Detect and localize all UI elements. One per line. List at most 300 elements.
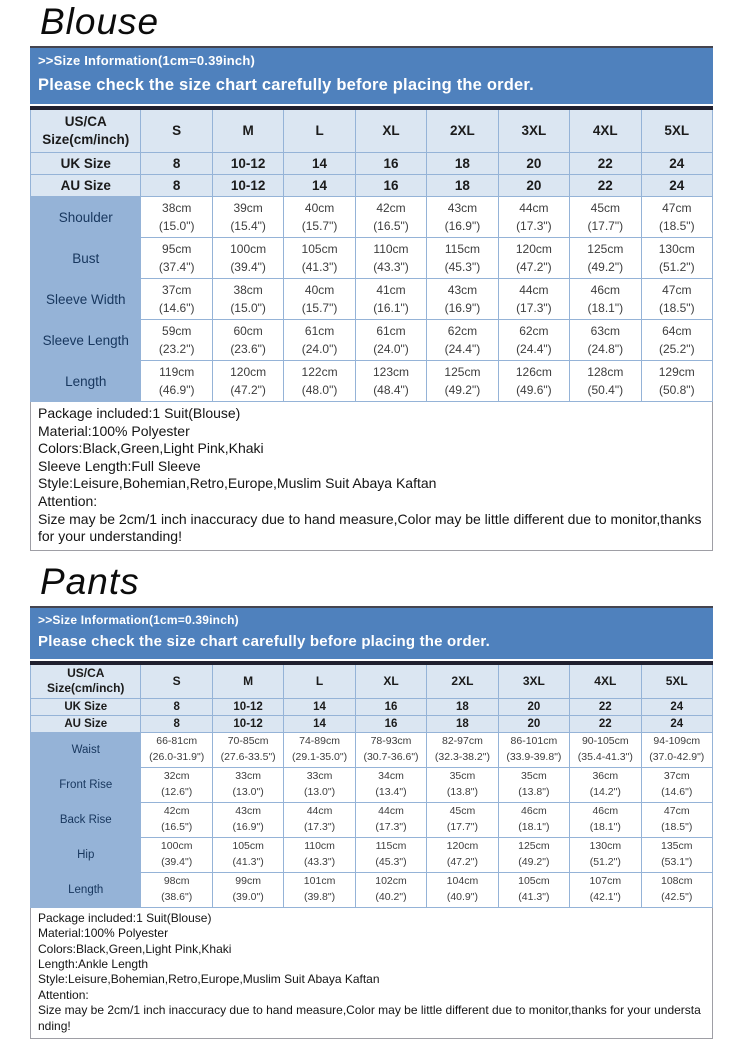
measure-value-cell <box>212 872 283 907</box>
size-value-cell: 22 <box>570 153 641 175</box>
measure-value-cell <box>498 361 569 402</box>
size-value-cell: 10-12 <box>212 698 283 715</box>
size-value-cell: 18 <box>427 153 498 175</box>
size-value-cell: 20 <box>498 715 569 732</box>
measure-value-cell <box>498 732 569 767</box>
measure-value-cell <box>641 361 712 402</box>
measure-inch-value: (49.6") <box>516 383 552 397</box>
measure-cm-value: 64cm <box>662 324 692 338</box>
size-conversion-row <box>31 715 713 732</box>
measure-cm-value: 105cm <box>301 242 338 256</box>
measure-value-cell <box>284 238 355 279</box>
measure-value-cell <box>427 197 498 238</box>
size-value-cell: 16 <box>355 175 426 197</box>
measure-inch-value: (16.9") <box>444 301 481 315</box>
blouse-details <box>30 402 713 551</box>
measure-inch-value: (24.4") <box>444 342 481 356</box>
measure-inch-value: (38.6") <box>161 890 193 903</box>
measure-inch-value: (35.4-41.3") <box>577 750 633 763</box>
measure-cm-value: 125cm <box>587 242 624 256</box>
measure-inch-value: (42.1") <box>589 890 621 903</box>
measure-value-cell <box>427 872 498 907</box>
measure-inch-value: (17.3") <box>303 820 336 833</box>
measure-value-cell <box>355 238 426 279</box>
measure-inch-value: (46.9") <box>158 383 195 397</box>
measure-value-cell <box>570 872 641 907</box>
measure-value-cell <box>141 767 212 802</box>
size-row-label: UK Size <box>31 698 141 715</box>
measure-inch-value: (23.2") <box>158 342 195 356</box>
measure-row <box>31 872 713 907</box>
measure-value-cell <box>284 197 355 238</box>
measure-value-cell <box>355 320 426 361</box>
measure-cm-value: 46cm <box>590 283 620 297</box>
measure-row <box>31 837 713 872</box>
measure-value-cell <box>141 279 212 320</box>
blouse-title: Blouse <box>40 1 160 42</box>
measure-inch-value: (13.8") <box>518 785 550 798</box>
measure-value-cell <box>570 767 641 802</box>
measure-cm-value: 33cm <box>306 770 333 782</box>
size-row-label: UK Size <box>31 153 141 175</box>
size-header-cell: XL <box>355 108 426 153</box>
detail-line: Colors:Black,Green,Light Pink,Khaki <box>38 941 232 956</box>
size-value-cell: 16 <box>355 698 426 715</box>
measure-value-cell <box>284 802 355 837</box>
measure-value-cell <box>141 361 212 402</box>
measure-cm-value: 130cm <box>589 840 622 852</box>
measure-inch-value: (49.2") <box>444 383 481 397</box>
measure-inch-value: (15.7") <box>301 301 338 315</box>
measure-cm-value: 119cm <box>159 365 195 379</box>
measure-cm-value: 107cm <box>589 875 622 887</box>
measure-value-cell <box>212 802 283 837</box>
measure-cm-value: 100cm <box>230 242 267 256</box>
measure-value-cell <box>498 320 569 361</box>
measure-value-cell <box>355 872 426 907</box>
measure-inch-value: (37.4") <box>158 260 195 274</box>
measure-value-cell <box>141 872 212 907</box>
measure-cm-value: 61cm <box>304 324 335 338</box>
measure-cm-value: 43cm <box>235 805 261 817</box>
measure-inch-value: (39.4") <box>161 855 193 868</box>
size-value-cell: 18 <box>427 698 498 715</box>
pants-size-info-banner <box>30 606 713 659</box>
measure-inch-value: (18.5") <box>661 820 693 833</box>
measure-value-cell <box>427 238 498 279</box>
measure-cm-value: 62cm <box>447 324 478 338</box>
measure-value-cell <box>498 837 569 872</box>
measure-value-cell <box>284 320 355 361</box>
measure-cm-value: 115cm <box>375 840 407 852</box>
measure-label: Length <box>31 361 141 402</box>
size-value-cell: 24 <box>641 715 712 732</box>
measure-value-cell <box>570 802 641 837</box>
measure-value-cell <box>141 732 212 767</box>
measure-cm-value: 42cm <box>163 805 190 817</box>
size-conversion-row <box>31 175 713 197</box>
measure-inch-value: (53.1") <box>661 855 693 868</box>
pants-title: Pants <box>40 560 140 602</box>
measure-value-cell <box>284 837 355 872</box>
measure-cm-value: 59cm <box>162 324 192 338</box>
measure-row <box>31 361 713 402</box>
measure-inch-value: (49.2") <box>518 855 550 868</box>
measure-cm-value: 32cm <box>163 770 190 782</box>
measure-cm-value: 35cm <box>449 770 476 782</box>
measure-cm-value: 46cm <box>592 805 619 817</box>
measure-cm-value: 129cm <box>658 365 695 379</box>
size-value-cell: 16 <box>355 715 426 732</box>
measure-label: Waist <box>31 732 141 767</box>
measure-value-cell <box>570 732 641 767</box>
measure-cm-value: 37cm <box>663 770 690 782</box>
measure-value-cell <box>141 802 212 837</box>
measure-inch-value: (42.5") <box>661 890 693 903</box>
measure-cm-value: 108cm <box>661 875 693 887</box>
measure-inch-value: (24.4") <box>516 342 552 356</box>
measure-cm-value: 78-93cm <box>370 735 412 747</box>
measure-cm-value: 98cm <box>163 875 190 887</box>
measure-label: Bust <box>31 238 141 279</box>
blouse-section <box>30 0 713 551</box>
measure-inch-value: (18.1") <box>589 820 621 833</box>
measure-value-cell <box>641 279 712 320</box>
pants-size-chart-warning: Please check the size chart carefully before placing the order. <box>38 632 490 650</box>
measure-value-cell <box>212 767 283 802</box>
measure-cm-value: 39cm <box>233 201 263 215</box>
size-value-cell: 22 <box>570 715 641 732</box>
pants-section <box>30 560 713 1039</box>
measure-cm-value: 46cm <box>521 805 547 817</box>
measure-inch-value: (26.0-31.9") <box>149 750 205 763</box>
measure-cm-value: 120cm <box>515 242 552 256</box>
measure-cm-value: 128cm <box>587 365 624 379</box>
size-value-cell: 8 <box>141 698 212 715</box>
measure-row <box>31 279 713 320</box>
size-value-cell: 10-12 <box>212 175 283 197</box>
measure-inch-value: (13.4") <box>375 785 407 798</box>
measure-value-cell <box>355 802 426 837</box>
measure-value-cell <box>427 732 498 767</box>
measure-cm-value: 110cm <box>373 242 409 256</box>
blouse-size-info-heading: >>Size Information(1cm=0.39inch) <box>38 53 255 68</box>
measure-value-cell <box>355 361 426 402</box>
measure-value-cell <box>641 872 712 907</box>
measure-cm-value: 45cm <box>449 805 476 817</box>
measure-inch-value: (15.4") <box>230 219 266 233</box>
measure-cm-value: 37cm <box>162 283 192 297</box>
measure-cm-value: 44cm <box>378 805 404 817</box>
detail-line: Style:Leisure,Bohemian,Retro,Europe,Muslim Suit Abaya Kaftan <box>38 972 380 987</box>
measure-inch-value: (17.7") <box>587 219 624 233</box>
measure-cm-value: 125cm <box>518 840 550 852</box>
measure-inch-value: (18.5") <box>658 301 695 315</box>
size-header-cell: M <box>212 108 283 153</box>
measure-cm-value: 36cm <box>592 770 619 782</box>
measure-cm-value: 102cm <box>375 875 407 887</box>
pants-details <box>30 908 713 1039</box>
measure-inch-value: (45.3") <box>375 855 407 868</box>
size-value-cell: 18 <box>427 715 498 732</box>
size-value-cell: 14 <box>284 698 355 715</box>
detail-line: Material:100% Polyester <box>38 422 190 439</box>
measure-inch-value: (14.6") <box>661 785 693 798</box>
measure-cm-value: 35cm <box>521 770 547 782</box>
measure-value-cell <box>141 837 212 872</box>
measure-cm-value: 90-105cm <box>581 735 629 747</box>
measure-inch-value: (13.0") <box>232 785 264 798</box>
measure-value-cell <box>570 279 641 320</box>
measure-label: Length <box>31 872 141 907</box>
measure-cm-value: 123cm <box>372 365 410 379</box>
detail-line: Colors:Black,Green,Light Pink,Khaki <box>38 440 264 457</box>
measure-cm-value: 34cm <box>378 770 404 782</box>
measure-value-cell <box>212 837 283 872</box>
measure-cm-value: 100cm <box>160 840 193 852</box>
measure-cm-value: 44cm <box>519 201 549 215</box>
measure-cm-value: 104cm <box>446 875 479 887</box>
measure-cm-value: 82-97cm <box>442 735 483 747</box>
measure-value-cell <box>284 279 355 320</box>
measure-label: Front Rise <box>31 767 141 802</box>
measure-cm-value: 47cm <box>662 201 692 215</box>
detail-line: Attention: <box>38 987 89 1002</box>
size-header-cell: 4XL <box>570 663 641 699</box>
measure-inch-value: (45.3") <box>444 260 481 274</box>
measure-cm-value: 62cm <box>519 324 549 338</box>
measure-inch-value: (24.8") <box>587 342 624 356</box>
measure-value-cell <box>212 361 283 402</box>
measure-value-cell <box>284 732 355 767</box>
measure-cm-value: 120cm <box>446 840 479 852</box>
measure-value-cell <box>570 320 641 361</box>
measure-inch-value: (18.1") <box>587 301 624 315</box>
measure-inch-value: (33.9-39.8") <box>506 750 562 763</box>
blouse-size-chart-warning: Please check the size chart carefully before placing the order. <box>38 76 534 94</box>
measure-value-cell <box>427 279 498 320</box>
measure-value-cell <box>427 767 498 802</box>
size-row-label: AU Size <box>31 175 141 197</box>
measure-inch-value: (16.1") <box>373 301 409 315</box>
measure-cm-value: 105cm <box>232 840 264 852</box>
measure-cm-value: 130cm <box>658 242 695 256</box>
measure-cm-value: 115cm <box>444 242 480 256</box>
detail-line: Style:Leisure,Bohemian,Retro,Europe,Muslim Suit Abaya Kaftan <box>38 475 437 492</box>
measure-value-cell <box>212 732 283 767</box>
measure-value-cell <box>641 767 712 802</box>
measure-cm-value: 94-109cm <box>653 735 701 747</box>
measure-inch-value: (37.0-42.9") <box>649 750 705 763</box>
size-header-cell: S <box>141 663 212 699</box>
measure-cm-value: 74-89cm <box>299 735 340 747</box>
size-header-cell: S <box>141 108 212 153</box>
measure-inch-value: (17.3") <box>375 820 407 833</box>
detail-line: Size may be 2cm/1 inch inaccuracy due to hand measure,Color may be little different due to monitor,thanks for your understanding! <box>38 510 702 545</box>
measure-inch-value: (51.2") <box>589 855 621 868</box>
measure-row <box>31 197 713 238</box>
measure-value-cell <box>427 802 498 837</box>
size-value-cell: 24 <box>641 175 712 197</box>
measure-cm-value: 125cm <box>444 365 481 379</box>
measure-inch-value: (47.2") <box>230 383 266 397</box>
size-header-cell: 3XL <box>498 108 569 153</box>
size-header-cell: L <box>284 663 355 699</box>
measure-value-cell <box>141 238 212 279</box>
measure-inch-value: (17.7") <box>446 820 479 833</box>
measure-value-cell <box>355 197 426 238</box>
measure-inch-value: (15.7") <box>301 219 338 233</box>
measure-value-cell <box>641 732 712 767</box>
measure-inch-value: (17.3") <box>516 301 552 315</box>
size-header-cell: M <box>212 663 283 699</box>
size-value-cell: 14 <box>284 175 355 197</box>
pants-size-table <box>30 661 713 908</box>
measure-cm-value: 43cm <box>447 201 478 215</box>
measure-cm-value: 40cm <box>304 283 335 297</box>
size-header-cell: 5XL <box>641 663 712 699</box>
size-value-cell: 20 <box>498 698 569 715</box>
measure-value-cell <box>498 279 569 320</box>
measure-value-cell <box>570 238 641 279</box>
blouse-size-info-banner <box>30 46 713 104</box>
measure-inch-value: (18.5") <box>658 219 695 233</box>
measure-inch-value: (49.2") <box>587 260 624 274</box>
measure-inch-value: (41.3") <box>232 855 264 868</box>
measure-inch-value: (47.2") <box>446 855 479 868</box>
corner-cell: US/CA Size(cm/inch) <box>31 108 141 153</box>
measure-row <box>31 238 713 279</box>
measure-value-cell <box>498 802 569 837</box>
detail-line: Material:100% Polyester <box>38 926 169 941</box>
measure-value-cell <box>641 837 712 872</box>
measure-inch-value: (39.4") <box>230 260 266 274</box>
measure-value-cell <box>212 238 283 279</box>
measure-cm-value: 43cm <box>447 283 478 297</box>
measure-value-cell <box>570 197 641 238</box>
measure-cm-value: 70-85cm <box>227 735 269 747</box>
measure-inch-value: (51.2") <box>658 260 695 274</box>
measure-cm-value: 95cm <box>162 242 192 256</box>
measure-value-cell <box>498 872 569 907</box>
size-conversion-row <box>31 698 713 715</box>
size-value-cell: 14 <box>284 715 355 732</box>
measure-inch-value: (47.2") <box>516 260 552 274</box>
corner-cell: US/CA Size(cm/inch) <box>31 663 141 699</box>
size-value-cell: 22 <box>570 698 641 715</box>
measure-cm-value: 61cm <box>376 324 406 338</box>
size-value-cell: 8 <box>141 153 212 175</box>
measure-inch-value: (12.6") <box>161 785 193 798</box>
measure-value-cell <box>284 767 355 802</box>
measure-cm-value: 38cm <box>162 201 192 215</box>
blouse-size-table <box>30 106 713 402</box>
measure-cm-value: 66-81cm <box>156 735 198 747</box>
measure-inch-value: (13.0") <box>303 785 336 798</box>
size-value-cell: 24 <box>641 153 712 175</box>
measure-inch-value: (16.5") <box>373 219 409 233</box>
measure-inch-value: (23.6") <box>230 342 266 356</box>
size-row-label: AU Size <box>31 715 141 732</box>
detail-line: Package included:1 Suit(Blouse) <box>38 910 212 925</box>
measure-inch-value: (15.0") <box>230 301 266 315</box>
measure-value-cell <box>284 872 355 907</box>
measure-inch-value: (50.8") <box>658 383 695 397</box>
measure-inch-value: (15.0") <box>158 219 195 233</box>
measure-inch-value: (41.3") <box>518 890 550 903</box>
measure-cm-value: 122cm <box>301 365 338 379</box>
measure-inch-value: (25.2") <box>658 342 695 356</box>
measure-label: Shoulder <box>31 197 141 238</box>
measure-inch-value: (40.9") <box>446 890 479 903</box>
measure-value-cell <box>641 802 712 837</box>
measure-cm-value: 101cm <box>303 875 336 887</box>
measure-value-cell <box>427 320 498 361</box>
size-header-row <box>31 108 713 153</box>
measure-row <box>31 767 713 802</box>
size-value-cell: 16 <box>355 153 426 175</box>
measure-inch-value: (40.2") <box>375 890 407 903</box>
measure-label: Hip <box>31 837 141 872</box>
measure-inch-value: (32.3-38.2") <box>434 750 490 763</box>
measure-inch-value: (50.4") <box>587 383 624 397</box>
measure-inch-value: (13.8") <box>446 785 479 798</box>
size-value-cell: 18 <box>427 175 498 197</box>
measure-label: Sleeve Length <box>31 320 141 361</box>
measure-value-cell <box>641 320 712 361</box>
measure-inch-value: (16.9") <box>232 820 264 833</box>
detail-line: Attention: <box>38 492 98 509</box>
measure-inch-value: (48.4") <box>373 383 409 397</box>
detail-line: Length:Ankle Length <box>38 956 149 971</box>
pants-size-info-heading: >>Size Information(1cm=0.39inch) <box>38 612 239 627</box>
measure-value-cell <box>141 320 212 361</box>
measure-inch-value: (29.1-35.0") <box>292 750 348 763</box>
measure-cm-value: 105cm <box>518 875 550 887</box>
size-value-cell: 8 <box>141 175 212 197</box>
measure-row <box>31 802 713 837</box>
measure-value-cell <box>641 238 712 279</box>
product-size-info-page <box>30 0 713 1039</box>
detail-line: Size may be 2cm/1 inch inaccuracy due to hand measure,Color may be little different due to monitor,thanks for your understanding! <box>38 1003 701 1033</box>
measure-value-cell <box>212 197 283 238</box>
size-value-cell: 24 <box>641 698 712 715</box>
measure-cm-value: 63cm <box>590 324 620 338</box>
measure-cm-value: 86-101cm <box>510 735 558 747</box>
size-value-cell: 10-12 <box>212 715 283 732</box>
measure-inch-value: (43.3") <box>303 855 336 868</box>
measure-value-cell <box>641 197 712 238</box>
measure-value-cell <box>498 238 569 279</box>
measure-inch-value: (16.5") <box>161 820 193 833</box>
measure-value-cell <box>355 767 426 802</box>
measure-cm-value: 42cm <box>376 201 406 215</box>
measure-cm-value: 44cm <box>306 805 333 817</box>
measure-cm-value: 47cm <box>662 283 692 297</box>
detail-line: Package included:1 Suit(Blouse) <box>38 405 241 421</box>
measure-inch-value: (17.3") <box>516 219 552 233</box>
size-value-cell: 20 <box>498 153 569 175</box>
measure-cm-value: 135cm <box>661 840 693 852</box>
measure-inch-value: (39.8") <box>303 890 336 903</box>
measure-value-cell <box>427 361 498 402</box>
measure-inch-value: (16.9") <box>444 219 481 233</box>
measure-label: Back Rise <box>31 802 141 837</box>
measure-inch-value: (14.6") <box>158 301 195 315</box>
measure-inch-value: (39.0") <box>232 890 264 903</box>
measure-cm-value: 110cm <box>304 840 335 852</box>
measure-value-cell <box>570 837 641 872</box>
